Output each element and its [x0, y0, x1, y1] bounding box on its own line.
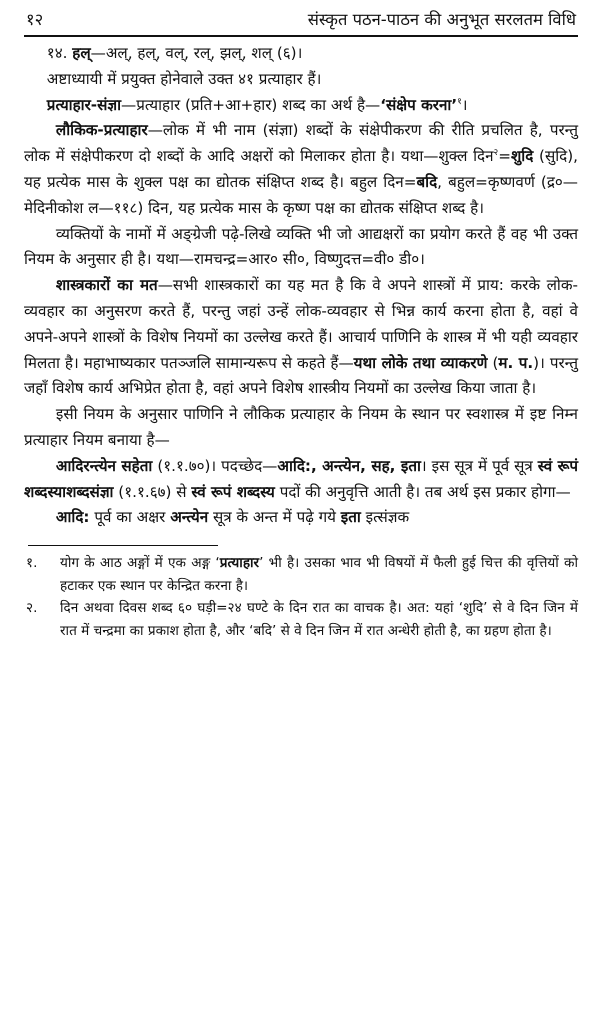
- text-run: व्यक्तियों के नामों में अङ्ग्रेजी पढ़े-लिखे व्यक्ति भी जो आद्यक्षरों का प्रयोग करते हैं वह भी उक्त नियम के अनुसार ही है। यथा—रामचन्द्र=आर० सी०, विष्णुदत्त=वी० डी०।: [24, 224, 578, 269]
- text-run: अष्टाध्यायी में प्रयुक्त होनेवाले उक्त ४१ प्रत्याहार हैं।: [46, 69, 322, 88]
- text-run: (१.१.६७) से: [113, 482, 192, 501]
- text-run: सूत्र के अन्त में पढ़े गये: [208, 508, 341, 527]
- text-run: —सभी शास्त्रकारों का यह मत है कि वे अपने शास्त्रों में प्राय: करके लोक-व्यवहार का अनुसरण करते हैं, परन्तु जहां उन्हें लोक-व्यवहार से भिन्न कार्य करना होता है, वहां वे अपने-अपने शास्त्रों के विशेष नियमों का उल्लेख करते हैं। आचार्य पाणिनि के शास्त्र में भी यही व्यवहार मिलता है। महाभाष्यकार पतञ्जलि सामान्यरूप से कहते हैं—: [24, 276, 578, 372]
- paragraph-hal: [24, 41, 578, 67]
- text-run: (सुदि), यह प्रत्येक मास के शुक्ल पक्ष का द्योतक संक्षिप्त शब्द है। बहुल दिन=: [24, 147, 578, 191]
- text-run: (: [487, 353, 499, 372]
- footnote-1: [24, 552, 578, 597]
- bold-term: म. प.: [498, 353, 534, 372]
- bold-term: बदि: [416, 172, 438, 191]
- bold-term: प्रत्याहार: [219, 555, 260, 572]
- bold-term: शास्त्रकारों का मत: [55, 276, 158, 295]
- footnote-ref: १: [457, 96, 462, 107]
- text-run: ।: [461, 95, 468, 114]
- text-run: —लोक में भी नाम (संज्ञा) शब्दों के संक्षेपीकरण की रीति प्रचलित है, परन्तु लोक में संक्षेपीकरण दो शब्दों के आदि अक्षरों को मिलाकर होता है। यथा—शुक्ल दिन: [24, 121, 578, 166]
- bold-term: आदिरन्त्येन सहेता: [55, 456, 153, 475]
- paragraph-sutra: [24, 454, 578, 506]
- text-run: इत्संज्ञक: [360, 508, 410, 527]
- bold-term: आदि:: [55, 508, 90, 527]
- bold-term: ‘संक्षेप करना’: [380, 95, 458, 114]
- text-run: १४.: [46, 44, 73, 62]
- paragraph-arth: [24, 505, 578, 531]
- page-number: १२: [26, 10, 44, 29]
- bold-term: लौकिक-प्रत्याहार: [55, 121, 148, 140]
- text-run: इसी नियम के अनुसार पाणिनि ने लौकिक प्रत्याहार के नियम के स्थान पर स्वशास्त्र में इष्ट निम्न प्रत्याहार नियम बनाया है—: [24, 405, 578, 449]
- text-run: दिन अथवा दिवस शब्द ६० घड़ी=२४ घण्टे के दिन रात का वाचक है। अत: यहां ‘शुदि’ से वे दिन जिन में रात में चन्द्रमा का प्रकाश होता है, और ‘बदि’ से वे दिन जिन में रात अन्धेरी होती है, का ग्रहण होता है।: [60, 600, 578, 639]
- text-run: । इस सूत्र में पूर्व सूत्र: [420, 456, 538, 475]
- text-run: पदों की अनुवृत्ति आती है। तब अर्थ इस प्रकार होगा—: [274, 482, 571, 501]
- footnotes: [24, 552, 578, 642]
- bold-term: स्वं रूपं शब्दस्य: [191, 482, 275, 501]
- paragraph-pratyahara-count: [24, 67, 578, 93]
- paragraph-pratyahara-sanjna: [24, 93, 578, 119]
- page-header: [24, 8, 578, 37]
- paragraph-laukika-pratyahara: [24, 118, 578, 221]
- footnote-number: १.: [26, 555, 38, 572]
- text-run: =: [498, 147, 511, 166]
- bold-term: अन्त्येन: [170, 508, 209, 527]
- bold-term: स्वं रूपं शब्दस्याशब्दसंज्ञा: [24, 456, 579, 501]
- footnote-ref: २: [493, 148, 499, 159]
- footnote-number: २.: [26, 600, 38, 617]
- text-run: —प्रत्याहार (प्रति+आ+हार) शब्द का अर्थ है—: [121, 95, 381, 114]
- paragraph-panini-niyam: [24, 402, 578, 454]
- bold-term: आदि:, अन्त्येन, सह, इता: [277, 456, 421, 475]
- main-text: [24, 37, 578, 531]
- text-run: —अल्, हल्, वल्, रल्, झल्, शल् (६)।: [90, 44, 303, 62]
- text-run: , बहुल=कृष्णवर्ण (द्र०—मेदिनीकोश ल—११८) दिन, यह प्रत्येक मास के कृष्ण पक्ष का द्योतक संक्षिप्त शब्द है।: [24, 172, 578, 217]
- footnote-text: [60, 552, 578, 597]
- paragraph-shastrakaron-ka-mat: [24, 273, 578, 402]
- footnote-text: [60, 597, 578, 642]
- bold-term: शुदि: [510, 147, 534, 166]
- footnote-divider: [28, 545, 218, 546]
- bold-term: यथा लोके तथा व्याकरणे: [353, 353, 488, 372]
- bold-term: प्रत्याहार-संज्ञा: [46, 95, 122, 114]
- text-run: योग के आठ अङ्गों में एक अङ्ग ‘: [60, 555, 220, 572]
- running-title: संस्कृत पठन-पाठन की अनुभूत सरलतम विधि: [307, 10, 576, 29]
- bold-term: इता: [340, 508, 361, 527]
- paragraph-initials: [24, 222, 578, 274]
- text-run: (१.१.७०)। पदच्छेद—: [152, 456, 278, 475]
- text-run: )। परन्तु जहाँ विशेष कार्य अभिप्रेत होता है, वहां अपने विशेष शास्त्रीय नियमों का उल्लेख किया जाता है।: [24, 353, 578, 398]
- text-run: पूर्व का अक्षर: [89, 508, 171, 527]
- text-run: ’ भी है। उसका भाव भी विषयों में फैली हुई चित्त की वृत्तियों को हटाकर एक स्थान पर केन्द्रित करना है।: [60, 555, 578, 594]
- footnote-2: [24, 597, 578, 642]
- bold-term: हल्: [72, 44, 91, 62]
